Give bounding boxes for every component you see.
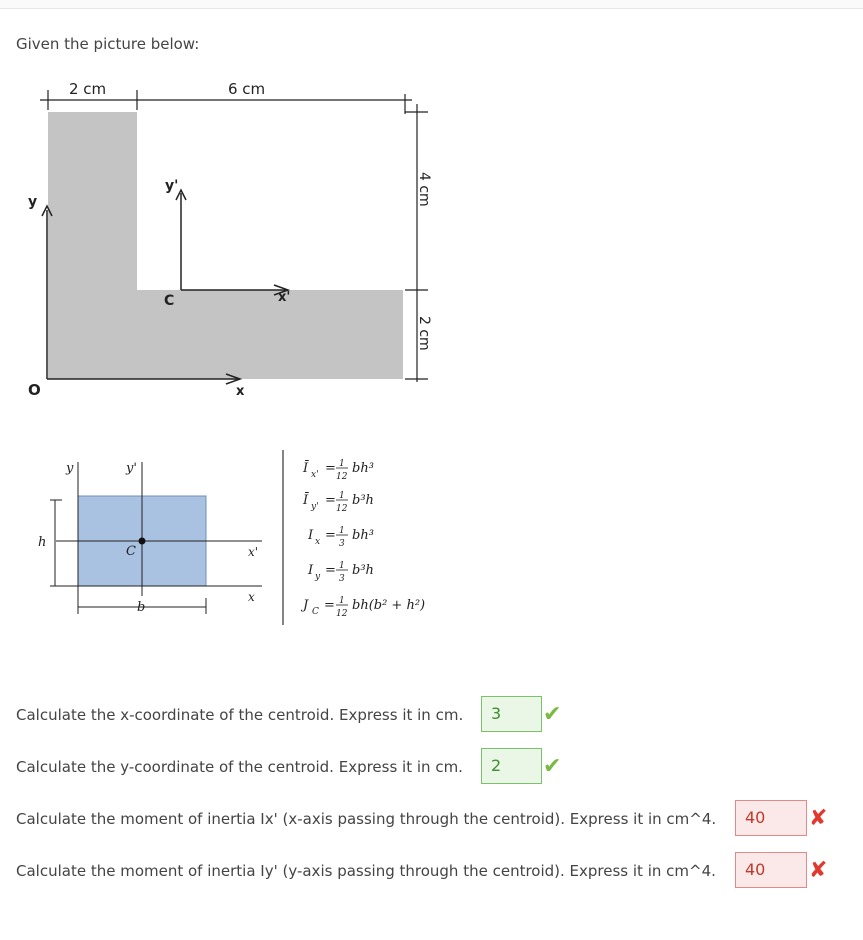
svg-text:3: 3 bbox=[339, 539, 345, 549]
ref-h-label: h bbox=[38, 535, 47, 550]
formula-list bbox=[300, 459, 425, 619]
svg-text:1: 1 bbox=[339, 526, 345, 536]
svg-text:1: 1 bbox=[339, 596, 345, 606]
dim-6cm-top: 6 cm bbox=[228, 80, 266, 98]
formula-ix bbox=[307, 526, 374, 549]
ref-centroid-dot bbox=[139, 538, 146, 545]
svg-text:bh³: bh³ bbox=[352, 528, 374, 543]
svg-text:=: = bbox=[324, 598, 335, 613]
formula-jc bbox=[300, 596, 425, 619]
origin-label: O bbox=[28, 381, 41, 399]
dim-2cm-top: 2 cm bbox=[69, 80, 107, 98]
l-shape bbox=[48, 112, 403, 379]
svg-text:=: = bbox=[325, 528, 336, 543]
ref-c-label: C bbox=[126, 544, 136, 559]
svg-text:3: 3 bbox=[339, 574, 345, 584]
svg-text:bh(b² + h²): bh(b² + h²) bbox=[352, 598, 426, 613]
ref-y-label: y bbox=[66, 461, 74, 476]
y-axis-label: y bbox=[28, 194, 38, 210]
svg-text:=: = bbox=[325, 563, 336, 578]
dim-4cm-right: 4 cm bbox=[416, 172, 432, 207]
check-icon: ✔ bbox=[543, 702, 562, 727]
intro-text: Given the picture below: bbox=[16, 35, 200, 53]
svg-text:=: = bbox=[325, 493, 336, 508]
y-prime-label: y' bbox=[165, 178, 179, 194]
rect-reference-figure bbox=[38, 461, 262, 615]
ref-b-label: b bbox=[137, 600, 146, 615]
x-axis-label: x bbox=[236, 384, 245, 399]
svg-text:bh³: bh³ bbox=[352, 461, 374, 476]
answer-input-4[interactable]: 40 bbox=[735, 852, 807, 888]
cross-icon: ✘ bbox=[809, 858, 828, 883]
ref-y-prime-label: y' bbox=[126, 461, 137, 476]
svg-text:Ī: Ī bbox=[303, 461, 309, 476]
question-4-text: Calculate the moment of inertia Iy' (y-axis passing through the centroid). Express it in cm^4. bbox=[16, 862, 716, 880]
svg-text:12: 12 bbox=[336, 609, 348, 619]
answer-input-2[interactable]: 2 bbox=[481, 748, 542, 784]
formula-ix-prime bbox=[302, 459, 374, 482]
svg-text:x': x' bbox=[311, 470, 319, 480]
svg-text:C: C bbox=[312, 607, 319, 617]
svg-text:x: x bbox=[315, 537, 321, 547]
ref-x-prime-label: x' bbox=[248, 545, 259, 559]
question-2-text: Calculate the y-coordinate of the centroid. Express it in cm. bbox=[16, 758, 463, 776]
svg-text:Ī: Ī bbox=[303, 493, 309, 508]
x-prime-label: x' bbox=[278, 290, 291, 305]
svg-text:I: I bbox=[308, 563, 314, 578]
formula-iy-prime bbox=[302, 491, 374, 514]
svg-text:b³h: b³h bbox=[352, 493, 374, 508]
centroid-label: C bbox=[164, 293, 175, 309]
question-3-text: Calculate the moment of inertia Ix' (x-axis passing through the centroid). Express it in cm^4. bbox=[16, 810, 717, 828]
svg-text:=: = bbox=[325, 461, 336, 476]
svg-text:12: 12 bbox=[336, 472, 348, 482]
formula-iy bbox=[307, 561, 374, 584]
answer-input-3[interactable]: 40 bbox=[735, 800, 807, 836]
check-icon: ✔ bbox=[543, 754, 562, 779]
svg-text:b³h: b³h bbox=[352, 563, 374, 578]
svg-text:1: 1 bbox=[339, 561, 345, 571]
svg-text:y: y bbox=[315, 572, 321, 582]
svg-text:J: J bbox=[303, 598, 309, 613]
svg-text:y': y' bbox=[311, 502, 319, 512]
ref-x-label: x bbox=[248, 590, 255, 604]
svg-text:1: 1 bbox=[339, 491, 345, 501]
svg-text:I: I bbox=[308, 528, 314, 543]
answer-input-1[interactable]: 3 bbox=[481, 696, 542, 732]
svg-text:12: 12 bbox=[336, 504, 348, 514]
dim-2cm-right: 2 cm bbox=[416, 316, 432, 351]
svg-text:1: 1 bbox=[339, 459, 345, 469]
question-1-text: Calculate the x-coordinate of the centroid. Express it in cm. bbox=[16, 706, 464, 724]
cross-icon: ✘ bbox=[809, 806, 828, 831]
